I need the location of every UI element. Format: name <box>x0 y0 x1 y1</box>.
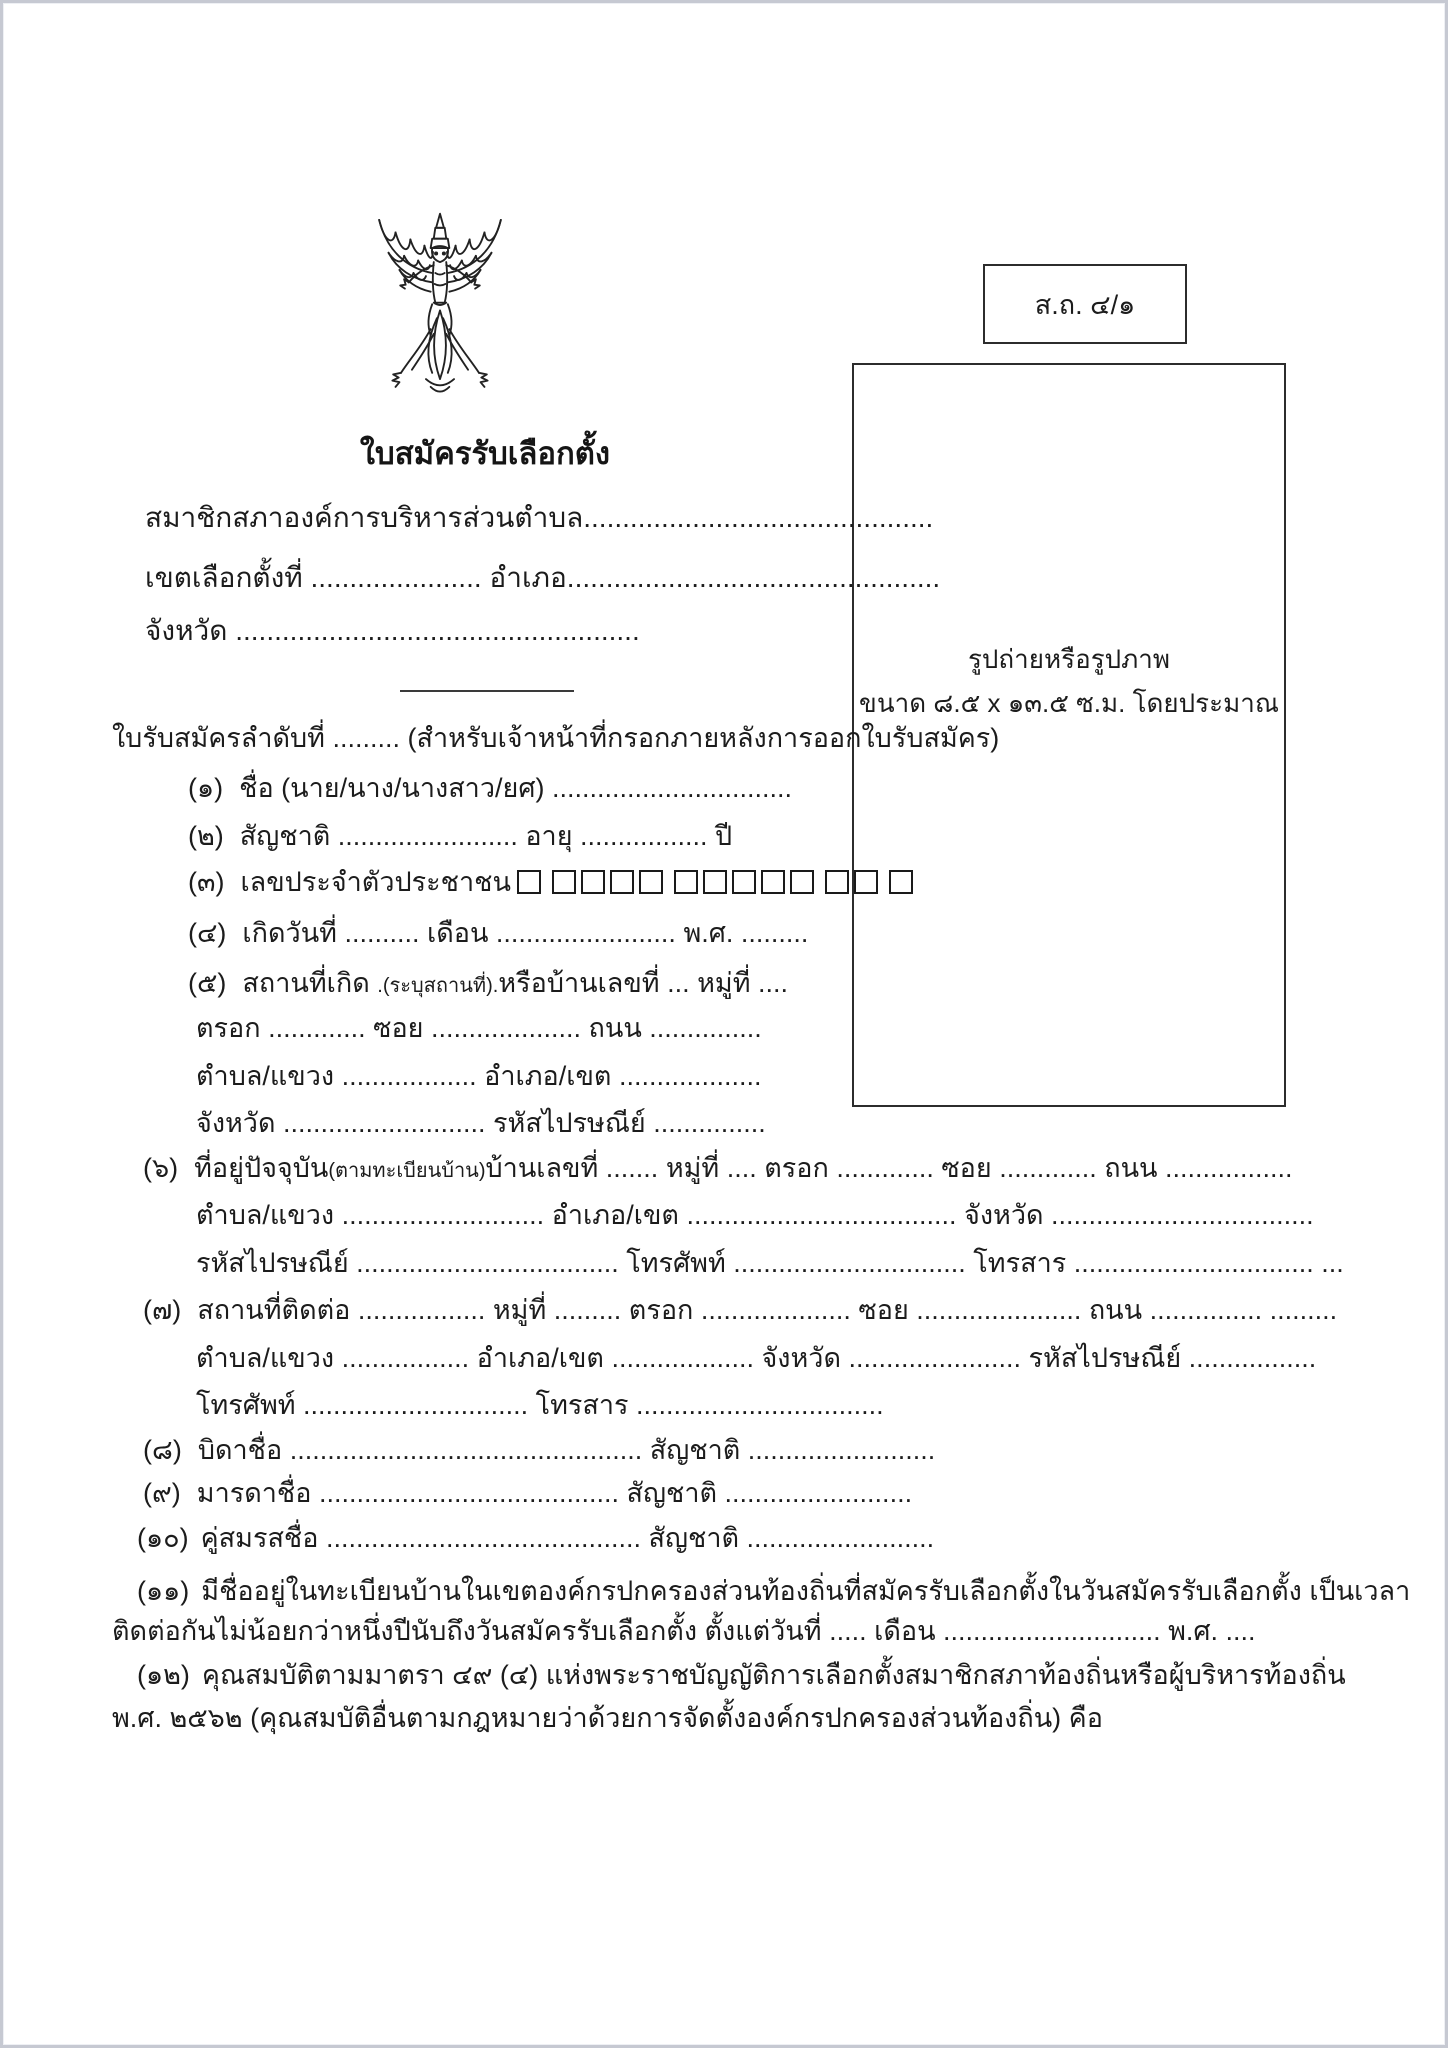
national-id-checkboxes <box>517 866 913 904</box>
id-digit-box <box>761 870 785 894</box>
id-digit-box <box>674 870 698 894</box>
item-4-number: (๔) <box>188 918 227 948</box>
id-digit-box <box>790 870 814 894</box>
position-line: สมาชิกสภาองค์การบริหารส่วนตำบล............................................. <box>145 502 934 533</box>
receipt-number-line: ใบรับสมัครลำดับที่ ......... (สำหรับเจ้าหน้าที่กรอกภายหลังการออกใบรับสมัคร) <box>112 723 1000 753</box>
id-digit-box <box>825 870 849 894</box>
form-code: ส.ถ. ๔/๑ <box>1034 289 1136 320</box>
item-9-text: มารดาชื่อ ........................................ สัญชาติ ......................... <box>196 1478 913 1508</box>
item-7-row-phone: โทรศัพท์ .............................. โทรสาร ................................. <box>196 1390 884 1420</box>
id-digit-group <box>889 866 913 904</box>
id-digit-group <box>825 866 878 904</box>
item-5-birthplace <box>188 964 788 1005</box>
item-6-row-postcode: รหัสไปรษณีย์ ................................... โทรศัพท์ ............................... โทรสาร ................................ ... <box>196 1248 1344 1278</box>
garuda-emblem-drawing <box>362 210 518 414</box>
item-6-current-address <box>143 1149 1293 1190</box>
id-digit-box <box>639 870 663 894</box>
id-digit-box <box>854 870 878 894</box>
item-11-continuation: ติดต่อกันไม่น้อยกว่าหนึ่งปีนับถึงวันสมัครรับเลือกตั้ง ตั้งแต่วันที่ ..... เดือน ............................. พ.ศ. .... <box>112 1616 1256 1646</box>
id-digit-box <box>517 870 541 894</box>
item-10-text: คู่สมรสชื่อ .......................................... สัญชาติ ......................... <box>200 1523 935 1553</box>
item-5-text-post: หรือบ้านเลขที่ ... หมู่ที่ .... <box>498 968 789 998</box>
item-2-text: สัญชาติ ........................ อายุ ................. ปี <box>239 821 733 851</box>
id-digit-box <box>889 870 913 894</box>
item-6-row-subdistrict: ตำบล/แขวง ........................... อำเภอ/เขต .................................... จังหวัด ................................... <box>196 1200 1314 1230</box>
id-digit-box <box>732 870 756 894</box>
item-12-continuation: พ.ศ. ๒๕๖๒ (คุณสมบัติอื่นตามกฎหมายว่าด้วยการจัดตั้งองค์กรปกครองส่วนท้องถิ่น) คือ <box>112 1703 1103 1733</box>
item-3-national-id <box>188 863 913 904</box>
item-11-residency <box>137 1572 1410 1610</box>
item-8-number: (๘) <box>143 1435 182 1465</box>
item-9-number: (๙) <box>143 1478 181 1508</box>
item-3-label: เลขประจำตัวประชาชน <box>240 867 511 897</box>
item-12-number: (๑๒) <box>137 1660 190 1690</box>
item-9-mother <box>143 1474 912 1512</box>
item-2-nationality-age <box>188 817 732 855</box>
item-5-row-lane: ตรอก ............. ซอย .................... ถนน ............... <box>196 1013 762 1043</box>
form-title: ใบสมัครรับเลือกตั้ง <box>359 436 611 471</box>
item-4-text: เกิดวันที่ .......... เดือน ........................ พ.ศ. ......... <box>242 918 809 948</box>
item-6-number: (๖) <box>143 1153 179 1183</box>
item-12-qualification <box>137 1656 1346 1694</box>
item-4-birthdate <box>188 914 808 952</box>
item-7-row-subdistrict: ตำบล/แขวง ................. อำเภอ/เขต ................... จังหวัด ....................... รหัสไปรษณีย์ ................. <box>196 1343 1317 1373</box>
id-digit-group <box>674 866 814 904</box>
item-6-text-small: (ตามทะเบียนบ้าน) <box>328 1160 486 1182</box>
item-7-number: (๗) <box>143 1295 182 1325</box>
item-7-contact-address <box>143 1291 1337 1329</box>
item-10-number: (๑๐) <box>137 1523 189 1553</box>
item-1-text: ชื่อ (นาย/นาง/นางสาว/ยศ) ................................ <box>239 773 793 803</box>
item-2-number: (๒) <box>188 821 224 851</box>
id-digit-box <box>703 870 727 894</box>
item-8-father <box>143 1431 935 1469</box>
item-11-text: มีชื่ออยู่ในทะเบียนบ้านในเขตองค์กรปกครองส่วนท้องถิ่นที่สมัครรับเลือกตั้งในวันสมัครรับเลือกตั้ง เป็นเวลา <box>201 1576 1411 1606</box>
form-code-box <box>983 264 1187 344</box>
item-1-number: (๑) <box>188 773 224 803</box>
garuda-emblem <box>362 210 518 414</box>
id-digit-group <box>552 866 663 904</box>
photo-box-caption-2: ขนาด ๘.๕ x ๑๓.๕ ซ.ม. โดยประมาณ <box>859 688 1279 718</box>
id-digit-box <box>552 870 576 894</box>
item-11-number: (๑๑) <box>137 1576 190 1606</box>
item-5-text-small: .(ระบุสถานที่). <box>377 975 499 997</box>
item-5-text-pre: สถานที่เกิด <box>242 968 378 998</box>
district-line: เขตเลือกตั้งที่ ...................... อำเภอ................................................ <box>145 562 941 593</box>
item-8-text: บิดาชื่อ ............................................... สัญชาติ ......................... <box>197 1435 936 1465</box>
header-divider <box>400 690 574 692</box>
item-5-row-subdistrict: ตำบล/แขวง .................. อำเภอ/เขต ................... <box>196 1061 762 1091</box>
id-digit-box <box>581 870 605 894</box>
item-10-spouse <box>137 1519 934 1557</box>
item-12-text: คุณสมบัติตามมาตรา ๔๙ (๔) แห่งพระราชบัญญัติการเลือกตั้งสมาชิกสภาท้องถิ่นหรือผู้บริหารท้องถิ่น <box>201 1660 1346 1690</box>
item-6-text-post: บ้านเลขที่ ....... หมู่ที่ .... ตรอก ............. ซอย ............. ถนน ................. <box>485 1153 1293 1183</box>
item-1-name <box>188 769 792 807</box>
id-digit-box <box>610 870 634 894</box>
item-5-number: (๕) <box>188 968 227 998</box>
item-3-number: (๓) <box>188 867 225 897</box>
item-7-text: สถานที่ติดต่อ ................. หมู่ที่ ......... ตรอก .................... ซอย ...................... ถนน ............... ......... <box>197 1295 1338 1325</box>
photo-box-caption-1: รูปถ่ายหรือรูปภาพ <box>967 644 1171 674</box>
item-5-row-province: จังหวัด ........................... รหัสไปรษณีย์ ............... <box>196 1108 766 1138</box>
province-line: จังหวัด .................................................... <box>145 615 640 646</box>
id-digit-group <box>517 866 541 904</box>
item-6-text-pre: ที่อยู่ปัจจุบัน <box>194 1153 329 1183</box>
